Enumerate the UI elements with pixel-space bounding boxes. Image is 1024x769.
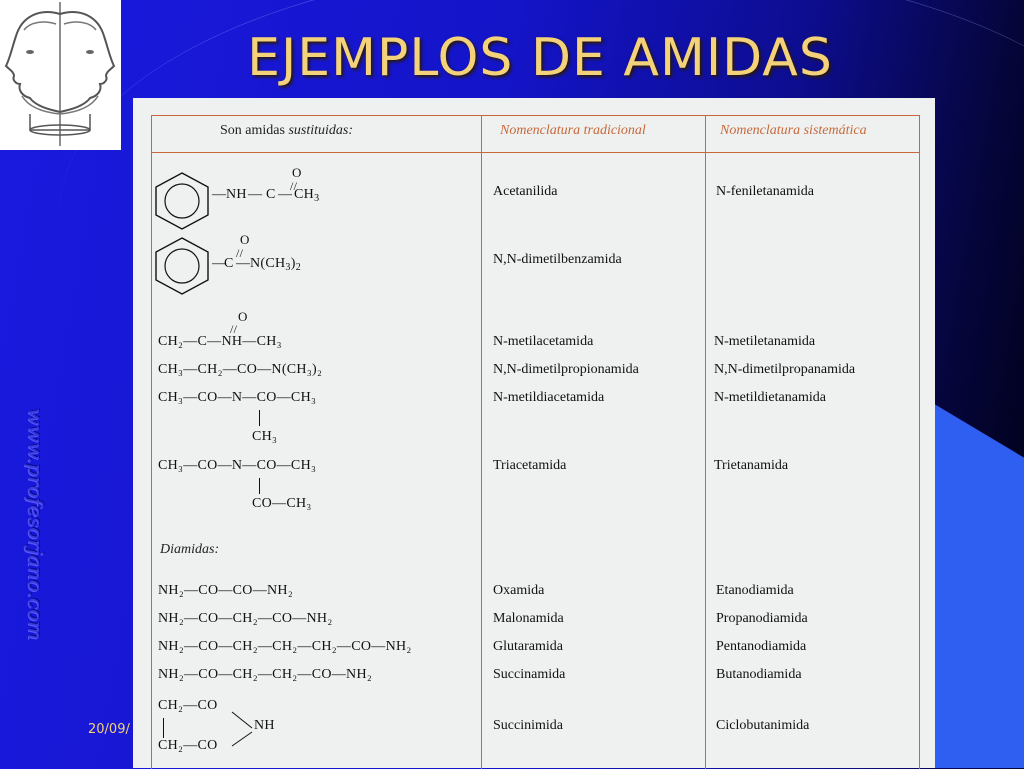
benzene-ring-icon xyxy=(152,171,212,231)
formula-malonamida: NH₂—CO—CH₂—CO—NH₂ xyxy=(158,611,333,626)
header-divider xyxy=(152,152,919,153)
formula-metildiacetamida: CH₃—CO—N—CO—CH₃ xyxy=(158,390,317,405)
row-systematic: N-metiletanamida xyxy=(714,334,816,349)
janus-head-icon xyxy=(0,0,121,150)
header-compound: Son amidas sustituidas: xyxy=(220,123,354,138)
watermark-text: www.profesorjano.com xyxy=(24,408,48,641)
formula-oxamida: NH₂—CO—CO—NH₂ xyxy=(158,583,293,598)
header-traditional: Nomenclatura tradicional xyxy=(500,123,646,138)
formula-dimetilpropionamida: CH₃—CH₂—CO—N(CH₃)₂ xyxy=(158,362,323,377)
row-systematic: Trietanamida xyxy=(714,458,789,473)
row-traditional: N,N-dimetilpropionamida xyxy=(493,362,639,377)
header-systematic: Nomenclatura sistemática xyxy=(720,123,867,138)
row-systematic: N-metildietanamida xyxy=(714,390,826,405)
formula-succinamida: NH₂—CO—CH₂—CH₂—CO—NH₂ xyxy=(158,667,373,682)
column-divider xyxy=(481,116,482,769)
row-systematic: Propanodiamida xyxy=(716,611,808,626)
formula-succinimida-top: CH₂—CO xyxy=(158,698,218,713)
row-systematic: N,N-dimetilpropanamida xyxy=(714,362,856,377)
row-traditional: N,N-dimetilbenzamida xyxy=(493,252,622,267)
row-traditional: Malonamida xyxy=(493,611,564,626)
bond-line xyxy=(259,410,260,426)
bond-line xyxy=(163,718,164,738)
bond-line xyxy=(259,478,260,494)
row-traditional: Triacetamida xyxy=(493,458,567,473)
amides-table-image xyxy=(133,98,935,768)
section-diamidas: Diamidas: xyxy=(160,542,220,557)
janus-logo xyxy=(0,0,121,150)
formula-glutaramida: NH₂—CO—CH₂—CH₂—CH₂—CO—NH₂ xyxy=(158,639,412,654)
formula-succinimida-nh: NH xyxy=(254,718,275,733)
row-traditional: Oxamida xyxy=(493,583,545,598)
formula-triacetamida: CH₃—CO—N—CO—CH₃ xyxy=(158,458,317,473)
benzene-ring-icon xyxy=(152,236,212,296)
slide-date: 20/09/ xyxy=(88,722,130,737)
row-traditional: Acetanilida xyxy=(493,184,558,199)
row-systematic: Etanodiamida xyxy=(716,583,794,598)
row-systematic: Butanodiamida xyxy=(716,667,802,682)
row-traditional: Succinimida xyxy=(493,718,563,733)
row-traditional: N-metildiacetamida xyxy=(493,390,605,405)
column-divider xyxy=(705,116,706,769)
row-traditional: N-metilacetamida xyxy=(493,334,594,349)
watermark xyxy=(24,408,50,688)
slide-title: EJEMPLOS DE AMIDAS xyxy=(247,28,833,88)
row-systematic: Ciclobutanimida xyxy=(716,718,810,733)
formula-branch: CO—CH₃ xyxy=(252,496,312,511)
row-systematic: Pentanodiamida xyxy=(716,639,807,654)
row-traditional: Succinamida xyxy=(493,667,566,682)
formula-branch: CH₃ xyxy=(252,429,278,444)
row-traditional: Glutaramida xyxy=(493,639,563,654)
amides-table: Son amidas sustituidas: Nomenclatura tradicional Nomenclatura sistemática O // — NH — C — $CH_3$ Acetanilida N-feniletanamida O // — C — $N(CH_3)_2$ N,N-dimetilbenzamida O // CH₂—C—NH—CH₃ N-metilacetamida N-metiletanamida CH₃—CH₂—CO—N(CH₃)₂ N,N-dimetilpropionamida N,N-dimetilpropanamida CH₃—CO—N—CO—CH₃ CH₃ N-metildiacetamida N-metildietanamida CH₃—CO—N—CO—CH₃ CO—CH₃ Triacetamida Trietanamida Diamidas: NH₂—CO—CO—NH₂ Oxamida Etanodiamida NH₂—CO—CH₂—CO—NH₂ Malonamida Propanodiamida NH₂—CO—CH₂—CH₂—CH₂—CO—NH₂ Glutaramida Pentanodiamida NH₂—CO—CH₂—CH₂—CO—NH₂ Succinamida Butanodiamida CH₂—CO NH CH₂—CO Succinimida Ciclobutanimida xyxy=(151,115,920,769)
row-systematic: N-feniletanamida xyxy=(716,184,814,199)
formula-succinimida-bottom: CH₂—CO xyxy=(158,738,218,753)
